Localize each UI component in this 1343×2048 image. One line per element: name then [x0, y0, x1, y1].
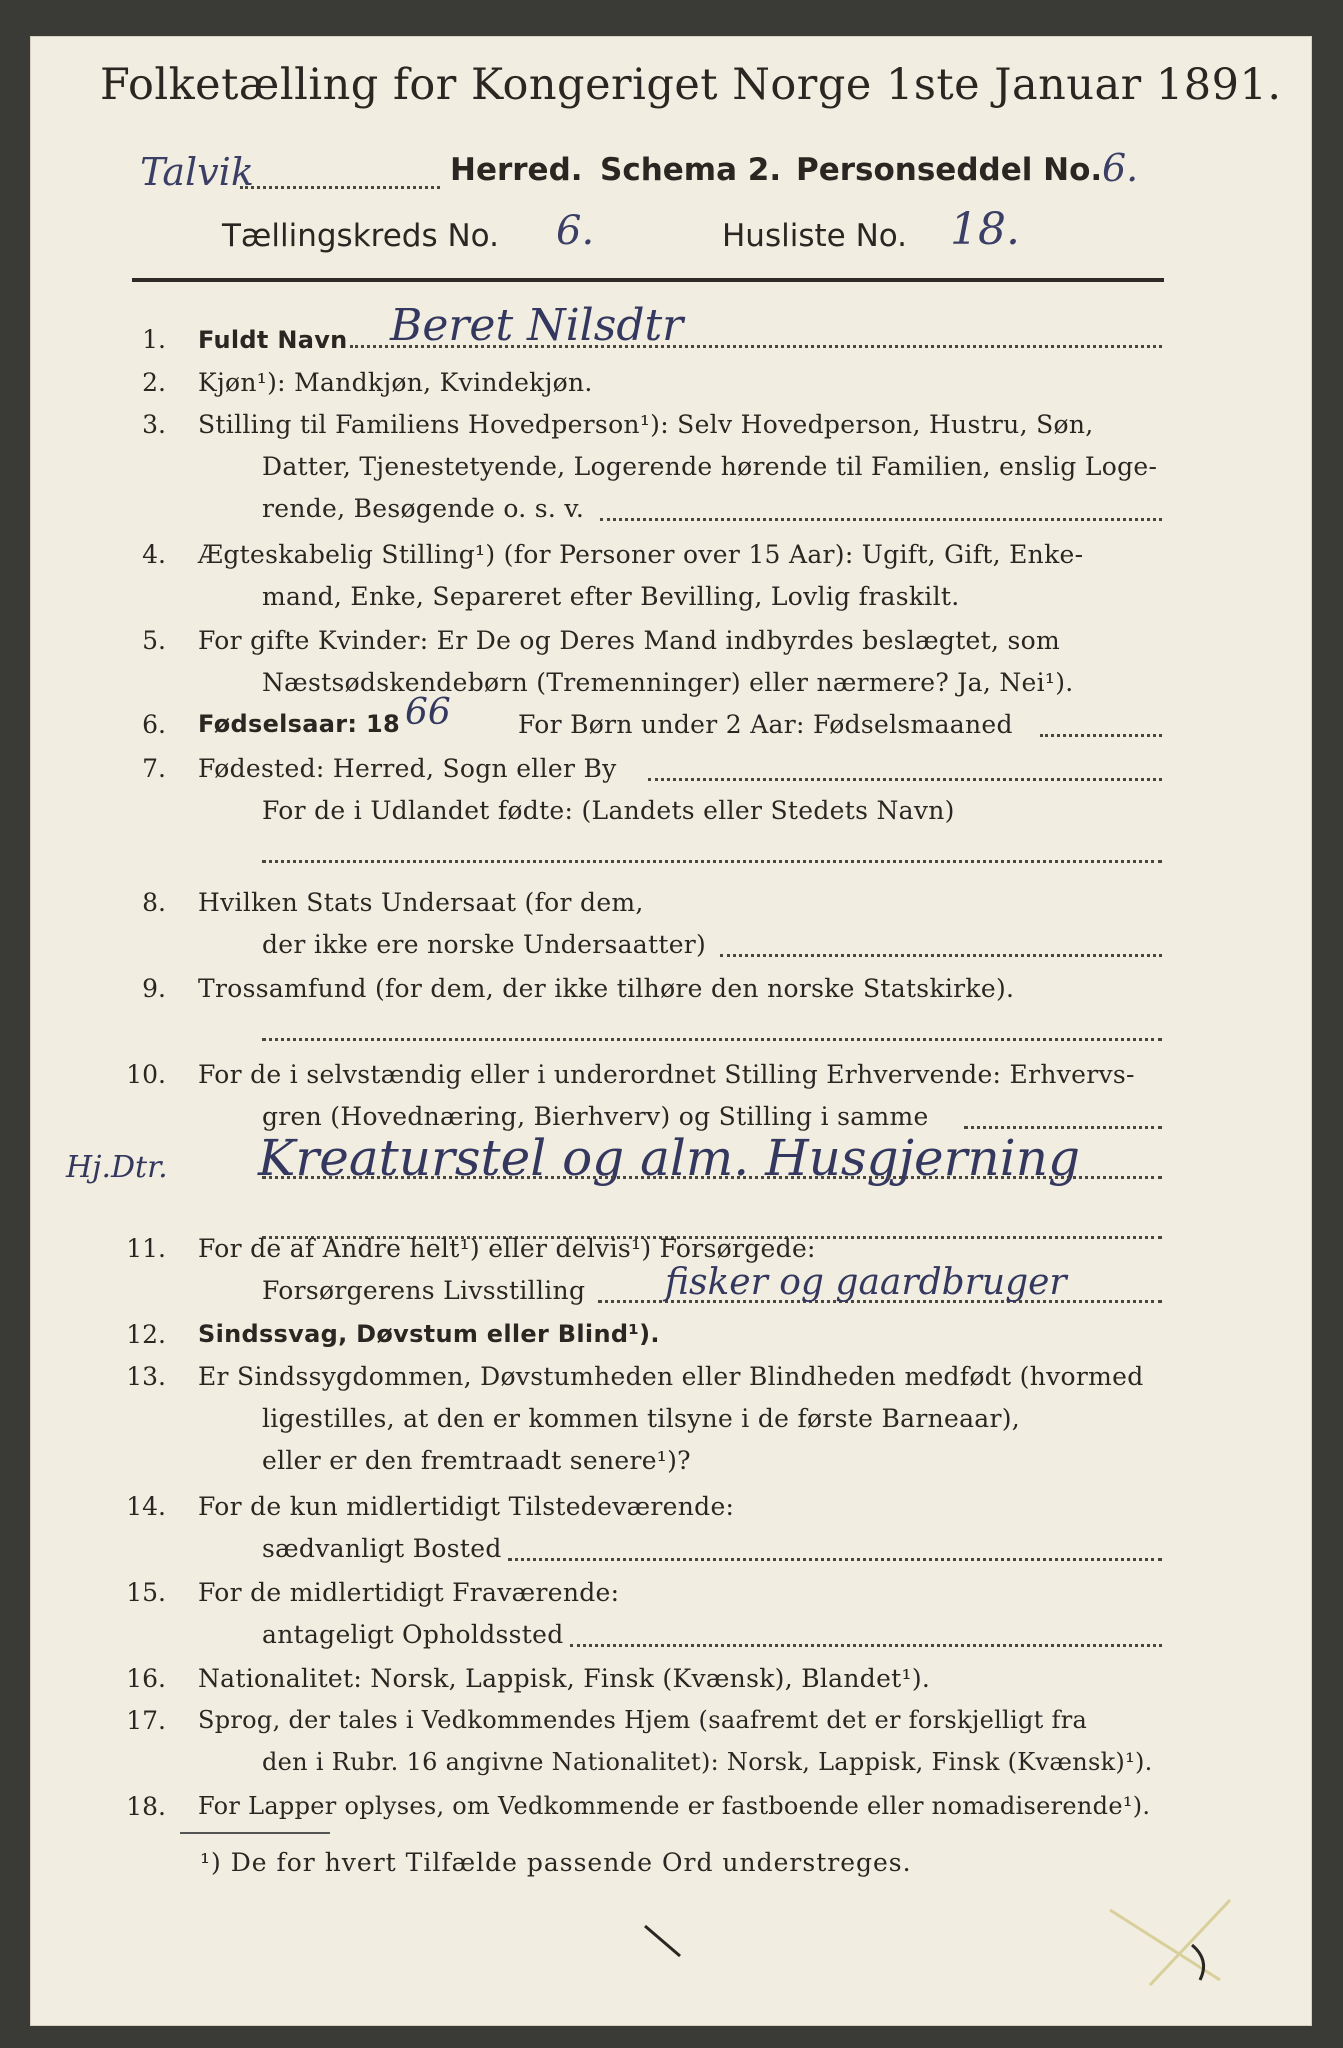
item-3-number: 3. [142, 410, 166, 439]
item-6-number: 6. [142, 710, 166, 739]
item-5-line-2: Næstsødskendebørn (Tremenninger) eller nærmere? Ja, Nei¹). [262, 668, 1074, 697]
herred-value: Talvik [140, 150, 254, 194]
ink-tick-mark [640, 1916, 700, 1966]
item-11-number: 11. [126, 1234, 166, 1263]
item-11-line-2: Forsørgerens Livsstilling [262, 1276, 586, 1305]
item-10-occupation-value: Kreaturstel og alm. Husgjerning [258, 1129, 1080, 1187]
item-3-line-3: rende, Besøgende o. s. v. [262, 494, 585, 523]
item-4-number: 4. [142, 540, 166, 569]
item-8-line-1: Hvilken Stats Undersaat (for dem, [198, 888, 644, 917]
item-3-dots [600, 518, 1162, 521]
header-rule [132, 278, 1164, 282]
item-4-line-2: mand, Enke, Separeret efter Bevilling, Lovlig fraskilt. [262, 582, 960, 611]
item-17-line-2: den i Rubr. 16 angivne Nationalitet): Norsk, Lappisk, Finsk (Kvænsk)¹). [262, 1748, 1153, 1776]
item-10-margin-note: Hj.Dtr. [66, 1150, 168, 1185]
item-6-dots [1040, 734, 1162, 737]
item-14-line-1: For de kun midlertidigt Tilstedeværende: [198, 1492, 735, 1521]
item-5-number: 5. [142, 626, 166, 655]
item-8-number: 8. [142, 888, 166, 917]
footnote: ¹) De for hvert Tilfælde passende Ord understreges. [200, 1848, 912, 1877]
item-13-number: 13. [126, 1362, 166, 1391]
item-3-line-1: Stilling til Familiens Hovedperson¹): Selv Hovedperson, Hustru, Søn, [198, 410, 1094, 439]
husliste-label: Husliste No. [722, 218, 908, 254]
item-13-line-3: eller er den fremtraadt senere¹)? [262, 1446, 691, 1475]
kreds-label: Tællingskreds No. [222, 218, 499, 254]
item-1-name-value: Beret Nilsdtr [390, 300, 684, 351]
item-14-line-2: sædvanligt Bosted [262, 1534, 502, 1563]
item-6-year-value: 66 [405, 692, 451, 733]
item-18-number: 18. [126, 1792, 166, 1821]
personseddel-value: 6. [1102, 146, 1139, 190]
item-2-text: Kjøn¹): Mandkjøn, Kvindekjøn. [198, 368, 593, 397]
item-13-line-1: Er Sindssygdommen, Døvstumheden eller Blindheden medfødt (hvormed [198, 1362, 1144, 1391]
personseddel-label: Personseddel No. [796, 152, 1103, 188]
item-2-number: 2. [142, 368, 166, 397]
item-18-text: For Lapper oplyses, om Vedkommende er fastboende eller nomadiserende¹). [198, 1792, 1151, 1820]
item-1-number: 1. [142, 325, 166, 354]
item-12-number: 12. [126, 1320, 166, 1349]
item-9-number: 9. [142, 974, 166, 1003]
item-10-number: 10. [126, 1060, 166, 1089]
item-4-line-1: Ægteskabelig Stilling¹) (for Personer over 15 Aar): Ugift, Gift, Enke- [198, 540, 1084, 569]
item-7-number: 7. [142, 754, 166, 783]
husliste-value: 18. [950, 204, 1020, 255]
item-16-text: Nationalitet: Norsk, Lappisk, Finsk (Kvænsk), Blandet¹). [198, 1664, 931, 1693]
item-7-dots [648, 778, 1162, 781]
item-14-number: 14. [126, 1492, 166, 1521]
item-10-line-2: gren (Hovednæring, Bierhverv) og Stilling i samme [262, 1102, 929, 1131]
item-13-line-2: ligestilles, at den er kommen tilsyne i de første Barneaar), [262, 1404, 1021, 1433]
herred-label: Herred. [450, 152, 583, 188]
item-7-line-2: For de i Udlandet fødte: (Landets eller Stedets Navn) [262, 796, 955, 825]
item-6-line-1: Fødselsaar: 18 [198, 710, 400, 738]
item-8-line-2: der ikke ere norske Undersaatter) [262, 930, 707, 959]
item-1-dots [350, 345, 1162, 348]
item-10-dots-2 [262, 1176, 1162, 1179]
item-3-line-2: Datter, Tjenestetyende, Logerende hørende til Familien, enslig Loge- [262, 452, 1158, 481]
item-9-text: Trossamfund (for dem, der ikke tilhøre den norske Statskirke). [198, 974, 1015, 1003]
herred-field [140, 150, 254, 194]
item-11-provider-value: fisker og gaardbruger [665, 1262, 1067, 1303]
item-6-line-2: For Børn under 2 Aar: Fødselsmaaned [518, 710, 1013, 739]
item-9-dots [262, 1038, 1162, 1041]
item-15-line-1: For de midlertidigt Fraværende: [198, 1578, 620, 1607]
footnote-rule [180, 1832, 330, 1834]
item-5-line-1: For gifte Kvinder: Er De og Deres Mand indbyrdes beslægtet, som [198, 626, 1060, 655]
item-1-label: Fuldt Navn [198, 326, 348, 354]
item-7-dots-2 [262, 860, 1162, 863]
kreds-value: 6. [556, 208, 595, 254]
item-17-line-1: Sprog, der tales i Vedkommendes Hjem (saafremt det er forskjelligt fra [198, 1706, 1088, 1734]
ink-cross-mark [1100, 1890, 1260, 1990]
item-15-dots [570, 1644, 1162, 1647]
item-17-number: 17. [126, 1706, 166, 1735]
form-title: Folketælling for Kongeriget Norge 1ste Januar 1891. [100, 60, 1282, 110]
schema-label: Schema 2. [600, 152, 782, 188]
item-8-dots [720, 954, 1162, 957]
item-12-text: Sindssvag, Døvstum eller Blind¹). [198, 1320, 660, 1348]
item-10-line-1: For de i selvstændig eller i underordnet Stilling Erhvervende: Erhvervs- [198, 1060, 1135, 1089]
item-14-dots [508, 1558, 1162, 1561]
item-15-line-2: antageligt Opholdssted [262, 1620, 564, 1649]
item-7-line-1: Fødested: Herred, Sogn eller By [198, 754, 617, 783]
item-15-number: 15. [126, 1578, 166, 1607]
item-11-line-1: For de af Andre helt¹) eller delvis¹) Forsørgede: [198, 1234, 816, 1263]
item-16-number: 16. [126, 1664, 166, 1693]
herred-dots [240, 186, 440, 189]
